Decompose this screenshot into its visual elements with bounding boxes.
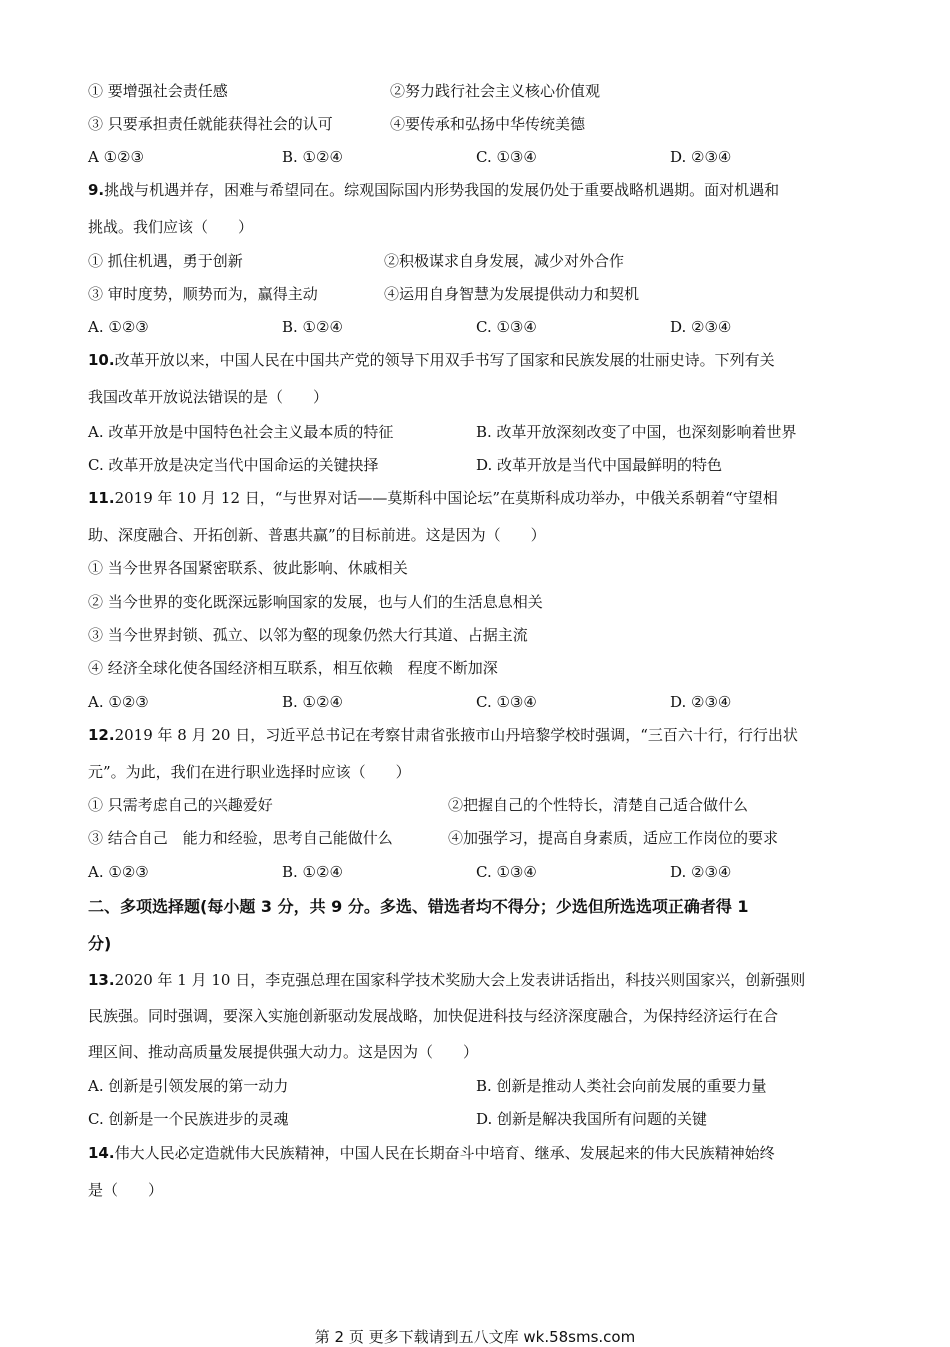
q14-stem-text: 伟大人民必定造就伟大民族精神，中国人民在长期奋斗中培育、继承、发展起来的伟大民族精神始终 — [114, 1144, 775, 1162]
q10-choice-d: D. 改革开放是当代中国最鲜明的特色 — [476, 456, 723, 474]
q11-choice-b: B. ①②④ — [282, 693, 343, 711]
q11-stem-text: 2019 年 10 月 12 日，“与世界对话——莫斯科中国论坛”在莫斯科成功举办，中俄关系朝着“守望相 — [114, 489, 778, 507]
q9-stem-line1 — [88, 180, 779, 200]
q11-number: 11. — [88, 489, 115, 507]
section-2-heading-cont: 分) — [88, 934, 112, 953]
q12-choice-c: C. ①③④ — [476, 863, 537, 881]
q9-choice-d: D. ②③④ — [670, 318, 732, 336]
q8-option-2: ②努力践行社会主义核心价值观 — [390, 82, 601, 100]
q10-stem-text: 改革开放以来，中国人民在中国共产党的领导下用双手书写了国家和民族发展的壮丽史诗。下列有关 — [114, 351, 775, 369]
q12-choice-a: A. ①②③ — [88, 863, 149, 881]
q14-stem-line1 — [88, 1143, 775, 1163]
q10-choice-a: A. 改革开放是中国特色社会主义最本质的特征 — [88, 423, 394, 441]
q10-choice-b: B. 改革开放深刻改变了中国，也深刻影响着世界 — [476, 423, 797, 441]
q9-stem-line2: 挑战。我们应该（ ） — [88, 218, 254, 236]
q11-choice-d: D. ②③④ — [670, 693, 732, 711]
q11-stem-line2: 助、深度融合、开拓创新、普惠共赢”的目标前进。这是因为（ ） — [88, 526, 546, 544]
q14-stem-line2: 是（ ） — [88, 1181, 164, 1199]
q11-stem-line1 — [88, 488, 778, 508]
q12-option-4: ④加强学习，提高自身素质，适应工作岗位的要求 — [448, 829, 779, 847]
section-2-heading: 二、多项选择题(每小题 3 分，共 9 分。多选、错选者均不得分；少选但所选选项正确者得 1 — [88, 897, 749, 916]
q12-option-1: ① 只需考虑自己的兴趣爱好 — [88, 796, 273, 814]
q11-option-4: ④ 经济全球化使各国经济相互联系，相互依赖 程度不断加深 — [88, 659, 498, 677]
q12-stem-line1 — [88, 725, 798, 745]
q12-choice-b: B. ①②④ — [282, 863, 343, 881]
q13-stem-line2: 民族强。同时强调，要深入实施创新驱动发展战略，加快促进科技与经济深度融合，为保持经济运行在合 — [88, 1007, 779, 1025]
q9-choice-c: C. ①③④ — [476, 318, 537, 336]
q8-option-4: ④要传承和弘扬中华传统美德 — [390, 115, 586, 133]
q10-stem-line1 — [88, 350, 775, 370]
q8-option-1: ① 要增强社会责任感 — [88, 82, 228, 100]
q12-option-3: ③ 结合自己 能力和经验，思考自己能做什么 — [88, 829, 393, 847]
q13-choice-c: C. 创新是一个民族进步的灵魂 — [88, 1110, 289, 1128]
q10-number: 10. — [88, 351, 115, 369]
q9-option-3: ③ 审时度势，顺势而为，赢得主动 — [88, 285, 318, 303]
q13-stem-line1 — [88, 970, 805, 990]
q8-choice-a: A ①②③ — [88, 148, 144, 166]
q13-number: 13. — [88, 971, 115, 989]
q13-choice-d: D. 创新是解决我国所有问题的关键 — [476, 1110, 708, 1128]
q9-choice-b: B. ①②④ — [282, 318, 343, 336]
q8-option-3: ③ 只要承担责任就能获得社会的认可 — [88, 115, 333, 133]
q10-stem-line2: 我国改革开放说法错误的是（ ） — [88, 388, 329, 406]
q12-number: 12. — [88, 726, 115, 744]
q14-number: 14. — [88, 1144, 115, 1162]
q12-stem-text: 2019 年 8 月 20 日，习近平总书记在考察甘肃省张掖市山丹培黎学校时强调，“三百六十行，行行出状 — [114, 726, 798, 744]
q12-stem-line2: 元”。为此，我们在进行职业选择时应该（ ） — [88, 763, 411, 781]
q11-option-3: ③ 当今世界封锁、孤立、以邻为壑的现象仍然大行其道、占据主流 — [88, 626, 528, 644]
q11-option-1: ① 当今世界各国紧密联系、彼此影响、休戚相关 — [88, 559, 408, 577]
q8-choice-c: C. ①③④ — [476, 148, 537, 166]
q13-stem-text: 2020 年 1 月 10 日，李克强总理在国家科学技术奖励大会上发表讲话指出，科技兴则国家兴，创新强则 — [114, 971, 806, 989]
q8-choice-b: B. ①②④ — [282, 148, 343, 166]
q12-option-2: ②把握自己的个性特长，清楚自己适合做什么 — [448, 796, 749, 814]
q13-stem-line3: 理区间、推动高质量发展提供强大动力。这是因为（ ） — [88, 1043, 479, 1061]
q11-choice-c: C. ①③④ — [476, 693, 537, 711]
q8-choice-d: D. ②③④ — [670, 148, 732, 166]
q10-choice-c: C. 改革开放是决定当代中国命运的关键抉择 — [88, 456, 379, 474]
q11-option-2: ② 当今世界的变化既深远影响国家的发展，也与人们的生活息息相关 — [88, 593, 543, 611]
page-footer: 第 2 页 更多下载请到五八文库 wk.58sms.com — [314, 1328, 636, 1346]
q9-choice-a: A. ①②③ — [88, 318, 149, 336]
q9-option-1: ① 抓住机遇，勇于创新 — [88, 252, 243, 270]
q9-number: 9. — [88, 181, 105, 199]
q9-option-4: ④运用自身智慧为发展提供动力和契机 — [384, 285, 640, 303]
q9-option-2: ②积极谋求自身发展，减少对外合作 — [384, 252, 625, 270]
q13-choice-b: B. 创新是推动人类社会向前发展的重要力量 — [476, 1077, 767, 1095]
q13-choice-a: A. 创新是引领发展的第一动力 — [88, 1077, 289, 1095]
q12-choice-d: D. ②③④ — [670, 863, 732, 881]
q9-stem-text: 挑战与机遇并存，困难与希望同在。综观国际国内形势我国的发展仍处于重要战略机遇期。面对机遇和 — [104, 181, 780, 199]
q11-choice-a: A. ①②③ — [88, 693, 149, 711]
